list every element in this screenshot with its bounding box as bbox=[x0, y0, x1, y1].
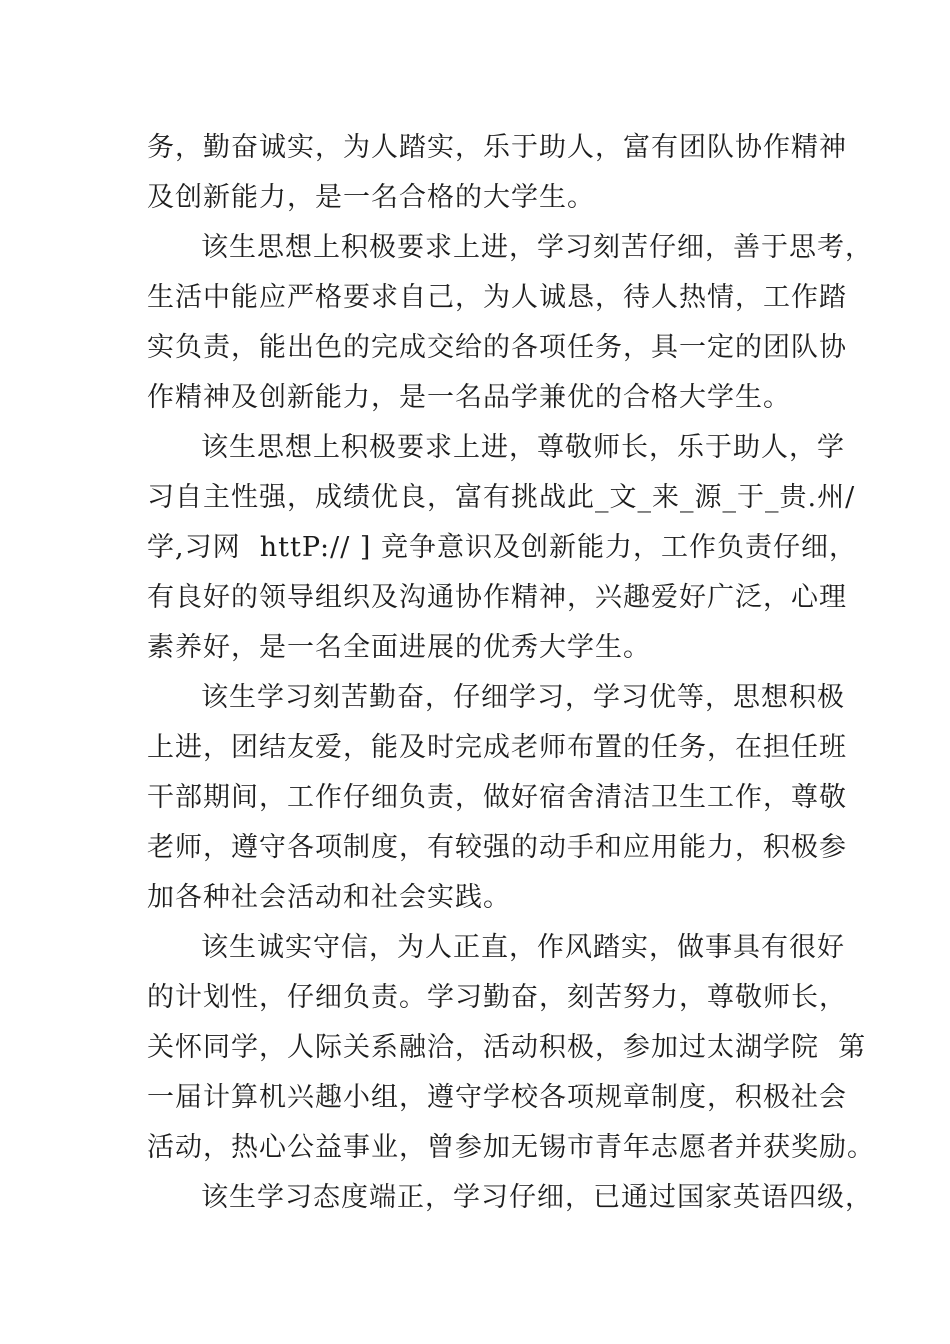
text-line: 生活中能应严格要求自己，为人诚恳，待人热情，工作踏 bbox=[147, 282, 847, 313]
text-line: 活动，热心公益事业，曾参加无锡市青年志愿者并获奖励。 bbox=[147, 1132, 875, 1163]
text-line: 关怀同学，人际关系融洽，活动积极，参加过太湖学院 第 bbox=[147, 1032, 867, 1063]
text-line: 习自主性强，成绩优良，富有挑战此_文_来_源_于_贵.州/ bbox=[147, 482, 856, 513]
text-line: 干部期间，工作仔细负责，做好宿舍清洁卫生工作，尊敬 bbox=[147, 782, 847, 813]
paragraph-start-line: 该生诚实守信，为人正直，作风踏实，做事具有很好 bbox=[201, 932, 845, 963]
text-line: 的计划性，仔细负责。学习勤奋，刻苦努力，尊敬师长， bbox=[147, 982, 847, 1013]
paragraph-start-line: 该生思想上积极要求上进，尊敬师长，乐于助人，学 bbox=[201, 432, 845, 463]
paragraph-start-line: 该生思想上积极要求上进，学习刻苦仔细，善于思考， bbox=[201, 232, 873, 263]
text-line: 加各种社会活动和社会实践。 bbox=[147, 882, 511, 913]
paragraph-start-line: 该生学习刻苦勤奋，仔细学习，学习优等，思想积极 bbox=[201, 682, 845, 713]
text-line: 上进，团结友爱，能及时完成老师布置的任务，在担任班 bbox=[147, 732, 847, 763]
text-line: 一届计算机兴趣小组，遵守学校各项规章制度，积极社会 bbox=[147, 1082, 847, 1113]
paragraph-start-line: 该生学习态度端正，学习仔细，已通过国家英语四级， bbox=[201, 1182, 873, 1213]
text-line: 老师，遵守各项制度，有较强的动手和应用能力，积极参 bbox=[147, 832, 847, 863]
text-line: 作精神及创新能力，是一名品学兼优的合格大学生。 bbox=[147, 382, 791, 413]
text-line: 素养好，是一名全面进展的优秀大学生。 bbox=[147, 632, 651, 663]
text-line: 务，勤奋诚实，为人踏实，乐于助人，富有团队协作精神 bbox=[147, 132, 847, 163]
text-line: 实负责，能出色的完成交给的各项任务，具一定的团队协 bbox=[147, 332, 847, 363]
text-line: 及创新能力，是一名合格的大学生。 bbox=[147, 182, 595, 213]
text-line: 学,习网 httP:// ] 竞争意识及创新能力，工作负责仔细， bbox=[147, 532, 858, 563]
text-line: 有良好的领导组织及沟通协作精神，兴趣爱好广泛，心理 bbox=[147, 582, 847, 613]
